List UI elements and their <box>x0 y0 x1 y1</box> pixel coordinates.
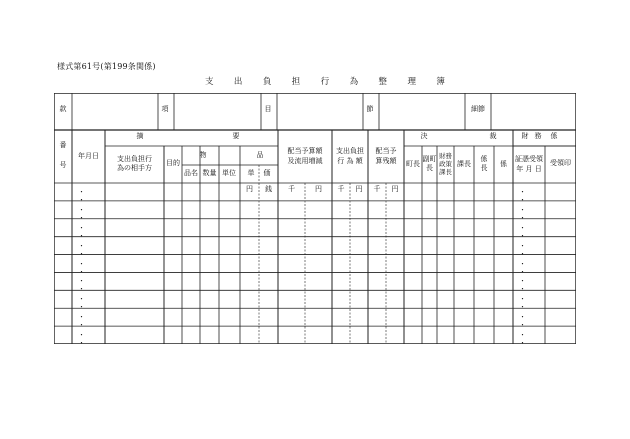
title-char: 簿 <box>436 77 445 87</box>
nengappi-label: 年月日 <box>78 152 99 160</box>
date-dots: ・ ・ <box>519 331 532 348</box>
date-dots: ・ ・ <box>519 295 532 312</box>
zaimugakari-label: 係 <box>550 132 558 140</box>
title-char: 為 <box>349 77 359 87</box>
title-char: 担 <box>291 77 301 87</box>
unit-yen: 円 <box>355 185 363 193</box>
title-char: 支 <box>205 77 214 87</box>
kessai-label: 決 <box>420 132 428 140</box>
date-dots: ・ ・ <box>519 313 532 330</box>
date-dots: ・ ・ <box>78 331 91 348</box>
buppin-label: 物 <box>199 151 207 159</box>
ledger-table <box>54 93 576 348</box>
kachou-label: 課長 <box>457 160 471 168</box>
shouju-label: 証憑受領 <box>515 155 543 163</box>
date-dots: ・ ・ <box>78 313 91 330</box>
register-title <box>205 75 445 87</box>
date-dots: ・ ・ <box>78 205 91 222</box>
tekiyou-label: 要 <box>232 132 240 140</box>
fukuchouchou-label: 副町 <box>422 155 437 163</box>
title-char: 行 <box>320 77 330 87</box>
kou-label: 項 <box>161 105 169 113</box>
zangaku-label: 算残額 <box>375 157 397 165</box>
unit-sen: 銭 <box>265 185 272 193</box>
date-dots: ・ ・ <box>519 259 532 276</box>
date-dots: ・ ・ <box>519 277 532 294</box>
tan-i-label: 単位 <box>222 169 236 177</box>
title-char: 負 <box>262 77 272 87</box>
tanka-label: 単 <box>247 169 255 177</box>
kakarichou-label: 係 <box>480 155 488 163</box>
saisetsu-label: 細節 <box>471 105 485 113</box>
moku-label: 目 <box>264 105 272 113</box>
date-dots: ・ ・ <box>519 187 532 204</box>
fukuchouchou-label: 長 <box>426 164 433 172</box>
kakarichou-label: 長 <box>480 164 488 172</box>
date-dots: ・ ・ <box>78 241 91 258</box>
mokuteki-label: 目的 <box>166 159 180 167</box>
aitekata-label: 支出負担行 <box>117 155 152 163</box>
zaimu-kachou-label: 政策 <box>439 160 452 168</box>
unit-sen-thousand: 千 <box>288 185 295 193</box>
form-number: 様式第61号(第199条関係) <box>57 62 156 71</box>
kessai-label: 裁 <box>489 132 497 140</box>
juryouin-label: 受領印 <box>550 159 571 167</box>
unit-yen: 円 <box>315 185 322 193</box>
tanka-label: 価 <box>263 169 271 177</box>
kan-label: 款 <box>59 105 67 113</box>
ledger-grid-lines <box>54 93 576 344</box>
title-char: 理 <box>407 77 416 87</box>
tekiyou-label: 摘 <box>136 132 144 140</box>
haitou-label: 配当予算額 <box>287 147 323 155</box>
zaimu-kachou-label: 課長 <box>439 168 452 176</box>
aitekata-label: 為の相手方 <box>117 164 152 172</box>
zaimu-kachou-label: 財務 <box>439 152 452 160</box>
shouju-label: 年 月 日 <box>516 165 542 173</box>
shishutsu-label: 行 為 額 <box>337 157 363 165</box>
zaimugakari-label: 務 <box>534 132 542 140</box>
buppin-label: 品 <box>256 151 264 159</box>
date-dots: ・ ・ <box>78 259 91 276</box>
bangou-label: 番 <box>59 141 67 149</box>
unit-sen-thousand: 千 <box>373 185 381 193</box>
chouchou-label: 町長 <box>406 160 420 168</box>
unit-yen: 円 <box>246 185 253 193</box>
title-char: 出 <box>233 77 243 87</box>
haitou-label: 及流用増減 <box>287 157 323 165</box>
kakari-label: 係 <box>500 160 507 168</box>
date-dots: ・ ・ <box>78 295 91 312</box>
suryou-label: 数量 <box>202 169 217 177</box>
title-char: 整 <box>378 77 388 87</box>
date-dots: ・ ・ <box>519 241 532 258</box>
date-dots: ・ ・ <box>78 223 91 240</box>
hinmei-label: 品名 <box>184 169 198 177</box>
date-dots: ・ ・ <box>78 277 91 294</box>
shishutsu-label: 支出負担 <box>336 147 364 155</box>
unit-sen-thousand: 千 <box>337 185 345 193</box>
zaimugakari-label: 財 <box>521 132 529 140</box>
unit-yen: 円 <box>391 185 399 193</box>
date-dots: ・ ・ <box>78 187 91 204</box>
date-dots: ・ ・ <box>519 205 532 222</box>
date-dots: ・ ・ <box>519 223 532 240</box>
setsu-label: 節 <box>366 105 374 113</box>
bangou-label: 号 <box>59 161 67 169</box>
zangaku-label: 配当予 <box>375 147 397 155</box>
